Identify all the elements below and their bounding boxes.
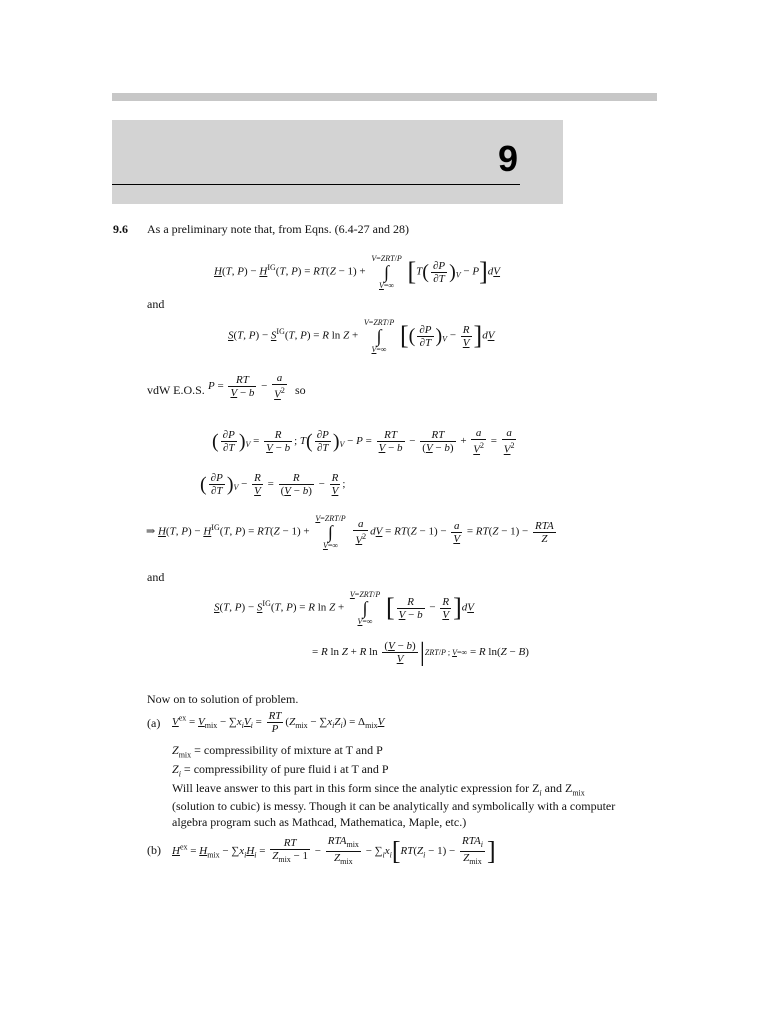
and-text-1: and xyxy=(147,297,165,311)
equation-enthalpy-departure: H(T, $P) - H^{IG}(T$, P) = RT(Z − 1) + V=ZRT/P ∫ V=∞ [T( $\frac{\partial P}{\partial T}$ )$_V - P]dV$ xyxy=(214,254,501,290)
now-text: Now on to solution of problem. xyxy=(147,692,299,706)
note-line-1: Will leave answer to this part in this form since the analytic expression for $Z_i$ and $Z_{mix}$ xyxy=(172,781,585,798)
equation-part-a: $V^{ex} = V_{mix} - \sum x_iV_i$ = $\frac{RT}{P}$ $(Z_{mix} - \sum x_iZ_i) = \Delta_{mix}V$ xyxy=(172,710,385,735)
note-line-3: algebra program such as Mathcad, Mathematica, Maple, etc.) xyxy=(172,815,467,829)
vdw-label: vdW E.O.S. xyxy=(147,383,205,397)
so-text: so xyxy=(295,383,306,397)
intro-text: As a preliminary note that, from Eqns. (6.4-27 and 28) xyxy=(147,222,409,236)
equation-enthalpy-result: ⇒ H(T, $P) - H^{IG}(T$, P) = RT(Z − 1) + V=ZRT/P ∫ V=∞ $\frac{a}{V^2}$ dV = RT(Z − 1) − $\frac{a}{V}$ = RT(Z − 1) − $\frac{\text{RTA}}{Z}$ xyxy=(146,514,554,550)
equation-entropy-simplified: = R ln Z + R ln $\frac{(V - b)}{V}$ |ZRT/P ; V=∞ = R ln(Z − B) xyxy=(312,637,529,667)
equation-entropy-result: S(T, $P) - S^{IG}(T$, P) = R ln Z + V=ZRT/P ∫ V=∞ [ $\frac{R}{V - b}$ − $\frac{R}{V}$ ]dV xyxy=(214,590,474,626)
equation-derivatives-2: ( $\frac{\partial P}{\partial T}$ )$_V$ − $\frac{R}{V}$ = $\frac{R}{(V - b)}$ − $\frac{R}{V}$ ; xyxy=(200,472,346,497)
equation-entropy-departure: S(T, $P) - S^{IG}(T$, P) = R ln Z + V=ZRT/P ∫ V=∞ [( $\frac{\partial P}{\partial T}$ )$_V$ − $\frac{R}{V}$ ]dV xyxy=(228,318,495,354)
equation-derivatives-1: ( $\frac{\partial P}{\partial T}$ )$_V$ = $\frac{R}{V - b}$ ; T( $\frac{\partial P}{\partial T}$ )$_V - P$ = $\frac{RT}{V - b}$ − $\frac{RT}{(V - b)}$ + $\frac{a}{V^2}$ = $\frac{a}{V^2}$ xyxy=(212,427,515,456)
and-text-2: and xyxy=(147,570,165,584)
equation-part-b: $H^{ex} = H_{mix} - \sum x_iH_i$ = $\frac{RT}{Z_{mix} - 1}$ − $\frac{RTA_{mix}}{Z_{mix}}$ − $\sum_ix_i[RT(Z_i - 1)$ − $\frac{RTA_i}{Z_{mix}}$ ] xyxy=(172,835,496,867)
note-line-2: (solution to cubic) is messy. Though it can be analytically and symbolically with a computer xyxy=(172,799,616,813)
zmix-definition: $Z_{mix}$ = compressibility of mixture at T and P xyxy=(172,743,383,760)
problem-number: 9.6 xyxy=(113,222,128,236)
chapter-number: 9 xyxy=(497,138,518,179)
chapter-rule xyxy=(112,184,520,185)
part-a-label: (a) xyxy=(147,716,161,730)
equation-vdw: P = $\frac{RT}{V - b}$ − $\frac{a}{V^2}$ xyxy=(208,372,285,401)
top-bar xyxy=(112,93,657,101)
part-b-label: (b) xyxy=(147,843,161,857)
chapter-header-box xyxy=(112,120,563,204)
zi-definition: $Z_i$ = compressibility of pure fluid i at T and P xyxy=(172,762,389,779)
